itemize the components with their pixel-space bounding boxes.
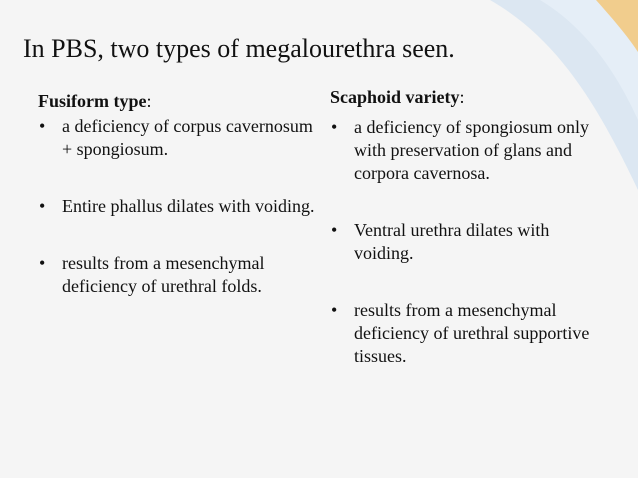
scaphoid-heading: Scaphoid variety: bbox=[330, 87, 465, 107]
list-item: • results from a mesenchymal deficiency of urethral folds. bbox=[38, 252, 318, 298]
list-item: • Ventral urethra dilates with voiding. bbox=[330, 219, 605, 265]
fusiform-bullet-list bbox=[38, 115, 318, 298]
list-item: • a deficiency of corpus cavernosum + spongiosum. bbox=[38, 115, 318, 161]
list-item: • a deficiency of spongiosum only with preservation of glans and corpora cavernosa. bbox=[330, 116, 605, 185]
fusiform-heading: Fusiform type: bbox=[38, 91, 152, 111]
list-item: • results from a mesenchymal deficiency of urethral supportive tissues. bbox=[330, 299, 605, 368]
scaphoid-column bbox=[330, 86, 605, 368]
fusiform-column bbox=[38, 90, 318, 298]
slide-title: In PBS, two types of megalourethra seen. bbox=[23, 34, 455, 63]
scaphoid-bullet-list bbox=[330, 116, 605, 368]
list-item: • Entire phallus dilates with voiding. bbox=[38, 195, 318, 218]
